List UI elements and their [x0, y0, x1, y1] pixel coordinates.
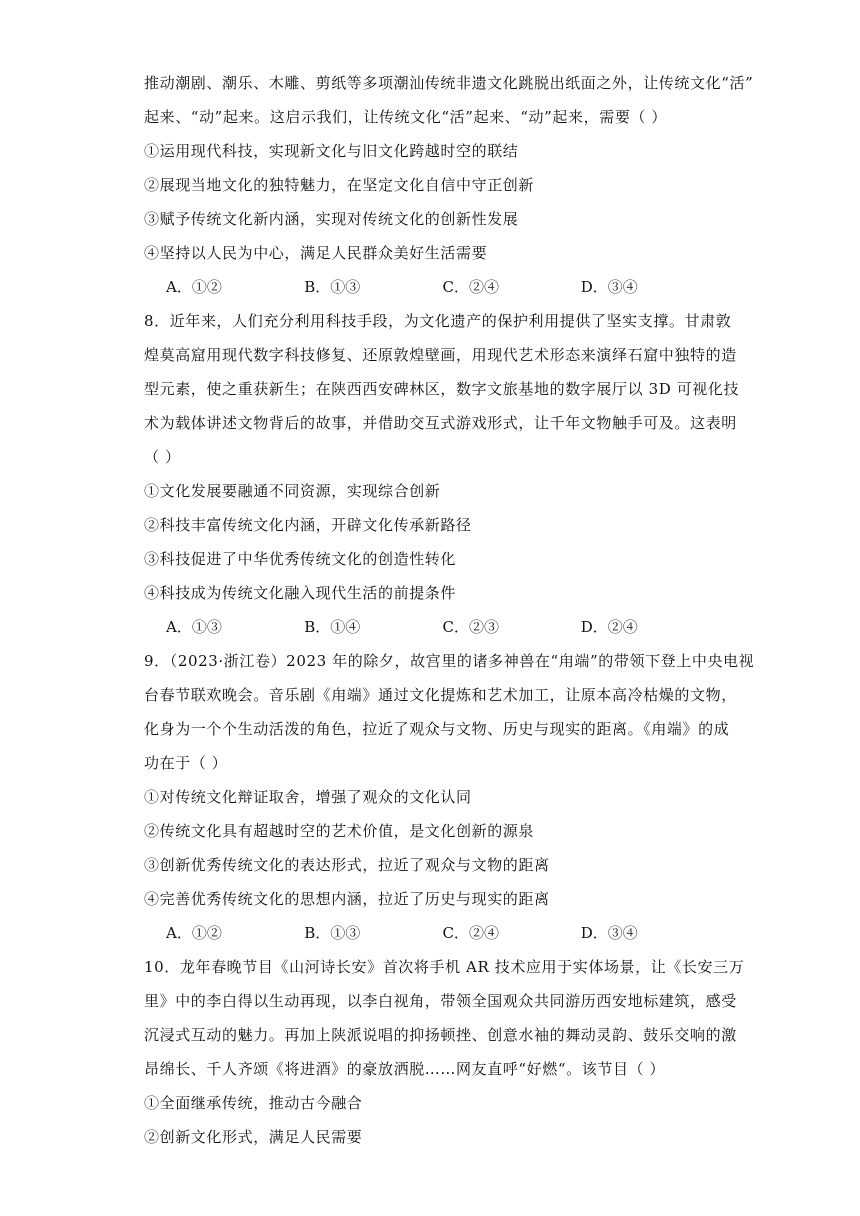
question-7	[144, 66, 754, 304]
q8-option-b: B．①④	[304, 618, 361, 636]
q9-option-a: A．①②	[166, 924, 222, 942]
q8-statement-2: ②科技丰富传统文化内涵，开辟文化传承新路径	[144, 516, 472, 534]
q8-stem-line-4: 术为载体讲述文物背后的故事，并借助交互式游戏形式，让千年文物触手可及。这表明	[144, 414, 737, 432]
q8-statement-3: ③科技促进了中华优秀传统文化的创造性转化	[144, 550, 457, 568]
question-9	[144, 644, 755, 950]
q8-statement-1: ①文化发展要融通不同资源，实现综合创新	[144, 482, 441, 500]
q9-stem-line-1: 9．（2023·浙江卷）2023 年的除夕，故宫里的诸多神兽在“甪端”的带领下登上中央电视	[144, 652, 755, 670]
q7-option-c: C．②④	[442, 278, 499, 296]
q9-option-c: C．②④	[442, 924, 499, 942]
q9-stem-line-4: 功在于（ ）	[144, 754, 228, 772]
q7-option-b: B．①③	[304, 278, 361, 296]
q10-statement-2: ②创新文化形式，满足人民需要	[144, 1128, 363, 1146]
q7-options	[144, 270, 719, 304]
q9-option-d: D．③④	[580, 924, 638, 942]
q10-stem-line-1: 10．龙年春晚节目《山河诗长安》首次将手机 AR 技术应用于实体场景，让《长安三万	[144, 958, 745, 976]
q7-statement-2: ②展现当地文化的独特魅力，在坚定文化自信中守正创新	[144, 176, 535, 194]
q9-stem-line-2: 台春节联欢晚会。音乐剧《甪端》通过文化提炼和艺术加工，让原本高冷枯燥的文物，	[144, 686, 737, 704]
q8-option-c: C．②③	[442, 618, 499, 636]
q9-stem-line-3: 化身为一个个生动活泼的角色，拉近了观众与文物、历史与现实的距离。《甪端》的成	[144, 720, 730, 738]
q7-statement-4: ④坚持以人民为中心，满足人民群众美好生活需要	[144, 244, 488, 262]
q10-stem-line-4: 昂绵长、千人齐颂《将进酒》的豪放洒脱……网友直呼“好燃“。该节目（ ）	[144, 1060, 666, 1078]
q7-stem-line-1: 推动潮剧、潮乐、木雕、剪纸等多项潮汕传统非遗文化跳脱出纸面之外，让传统文化“活”	[144, 74, 754, 92]
q8-options	[144, 610, 719, 644]
q7-statement-1: ①运用现代科技，实现新文化与旧文化跨越时空的联结	[144, 142, 519, 160]
q9-statement-4: ④完善优秀传统文化的思想内涵，拉近了历史与现实的距离	[144, 890, 550, 908]
q9-statement-3: ③创新优秀传统文化的表达形式，拉近了观众与文物的距离	[144, 856, 550, 874]
q8-stem-line-5: （ ）	[144, 448, 181, 466]
q7-stem-line-2: 起来、“动”起来。这启示我们，让传统文化“活”起来、“动”起来，需要（ ）	[144, 108, 667, 126]
q8-stem-line-2: 煌莫高窟用现代数字科技修复、还原敦煌壁画，用现代艺术形态来演绎石窟中独特的造	[144, 346, 737, 364]
q9-statement-1: ①对传统文化辩证取舍，增强了观众的文化认同	[144, 788, 472, 806]
q10-stem-line-3: 沉浸式互动的魅力。再加上陕派说唱的抑扬顿挫、创意水袖的舞动灵韵、鼓乐交响的激	[144, 1026, 737, 1044]
question-8	[144, 304, 740, 644]
q7-option-d: D．③④	[580, 278, 638, 296]
q9-options	[144, 916, 719, 950]
q8-statement-4: ④科技成为传统文化融入现代生活的前提条件	[144, 584, 457, 602]
q7-option-a: A．①②	[166, 278, 222, 296]
q8-option-a: A．①③	[166, 618, 222, 636]
q10-stem-line-2: 里》中的李白得以生动再现，以李白视角，带领全国观众共同游历西安地标建筑，感受	[144, 992, 737, 1010]
q10-statement-1: ①全面继承传统，推动古今融合	[144, 1094, 363, 1112]
q9-option-b: B．①③	[304, 924, 361, 942]
q9-statement-2: ②传统文化具有超越时空的艺术价值，是文化创新的源泉	[144, 822, 535, 840]
q8-stem-line-1: 8．近年来，人们充分利用科技手段，为文化遗产的保护利用提供了坚实支撑。甘肃敦	[144, 312, 732, 330]
question-content	[144, 66, 755, 1154]
question-10	[144, 950, 745, 1154]
q8-option-d: D．②④	[580, 618, 638, 636]
q8-stem-line-3: 型元素，使之重获新生；在陕西西安碑林区，数字文旅基地的数字展厅以 3D 可视化技	[144, 380, 740, 398]
q7-statement-3: ③赋予传统文化新内涵，实现对传统文化的创新性发展	[144, 210, 519, 228]
